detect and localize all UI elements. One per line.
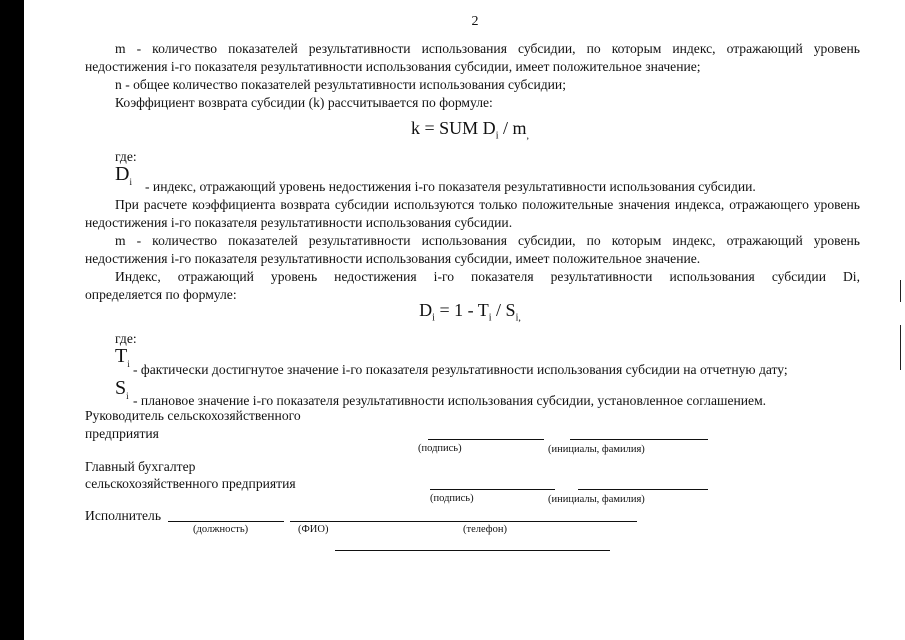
- scan-mark: [900, 325, 901, 370]
- accountant-title-line-1: Главный бухгалтер: [85, 459, 196, 474]
- page-number: 2: [471, 14, 479, 29]
- head-signature-line: [428, 439, 544, 440]
- executor-fio-caption: (ФИО): [298, 524, 329, 535]
- executor-phone-caption: (телефон): [463, 524, 507, 535]
- definition-di: - индекс, отражающий уровень недостижения i-го показателя результативности использования субсидии.: [145, 179, 756, 194]
- formula-k-sub: i: [495, 130, 499, 142]
- formula-d: $D_i = 1 - T_i / S_{i,}$: [419, 300, 521, 324]
- accountant-title-line-2: сельскохозяйственного предприятия: [85, 476, 296, 491]
- paragraph-m-definition: m - количество показателей результативности использования субсидии, по которым индекс, отражающий уровень недостижения i-го показателя результативности использования субсидии, имеет положительное значение;: [85, 41, 860, 74]
- executor-label: Исполнитель: [85, 508, 162, 523]
- head-title-line-2: предприятия: [85, 426, 159, 441]
- head-initials-caption: (инициалы, фамилия): [548, 444, 645, 455]
- symbol-di: $D_i$: [115, 163, 132, 187]
- symbol-ti: $T_i$: [115, 345, 130, 369]
- paragraph-index-line-2: определяется по формуле:: [85, 287, 237, 302]
- executor-fio-phone-line: [290, 521, 637, 522]
- head-title-line-1: Руководитель сельскохозяйственного: [85, 408, 301, 423]
- accountant-initials-line: [578, 489, 708, 490]
- document-body-2: [85, 196, 860, 304]
- paragraph-calculation: При расчете коэффициента возврата субсидии используются только положительные значения индекса, отражающего уровень недостижения i-го показателя результативности использования субсидии.: [85, 197, 860, 230]
- formula-k-tail: ,: [526, 130, 529, 142]
- definition-si: - плановое значение i-го показателя результативности использования субсидии, установленное соглашением.: [133, 393, 767, 408]
- head-initials-line: [570, 439, 708, 440]
- scan-mark: [900, 280, 901, 302]
- formula-k-lhs: k = SUM D: [411, 118, 496, 138]
- symbol-si: $S_i$: [115, 377, 129, 401]
- paragraph-coefficient: Коэффициент возврата субсидии (k) рассчитывается по формуле:: [115, 95, 493, 110]
- formula-k-rhs: / m: [498, 118, 527, 138]
- where-label: где:: [115, 149, 137, 164]
- accountant-signature-caption: (подпись): [430, 493, 474, 504]
- formula-k: [330, 118, 610, 142]
- scan-border: [0, 0, 24, 640]
- paragraph-n-definition: n - общее количество показателей результативности использования субсидии;: [115, 77, 566, 92]
- executor-position-caption: (должность): [193, 524, 249, 535]
- document-body: [85, 40, 860, 112]
- paragraph-m-definition-2: m - количество показателей результативности использования субсидии, по которым индекс, отражающий уровень недостижения i-го показателя результативности использования субсидии, имеет положительное значение.: [85, 233, 860, 266]
- executor-bottom-line: [335, 550, 610, 551]
- head-signature-caption: (подпись): [418, 443, 462, 454]
- executor-position-line: [168, 521, 284, 522]
- paragraph-index-line-1: Индекс, отражающий уровень недостижения i-го показателя результативности использования субсидии Di,: [115, 269, 860, 284]
- accountant-signature-line: [430, 489, 555, 490]
- where-label-2: где:: [115, 331, 137, 346]
- definition-ti: - фактически достигнутое значение i-го показателя результативности использования субсидии на отчетную дату;: [133, 362, 788, 377]
- accountant-initials-caption: (инициалы, фамилия): [548, 494, 645, 505]
